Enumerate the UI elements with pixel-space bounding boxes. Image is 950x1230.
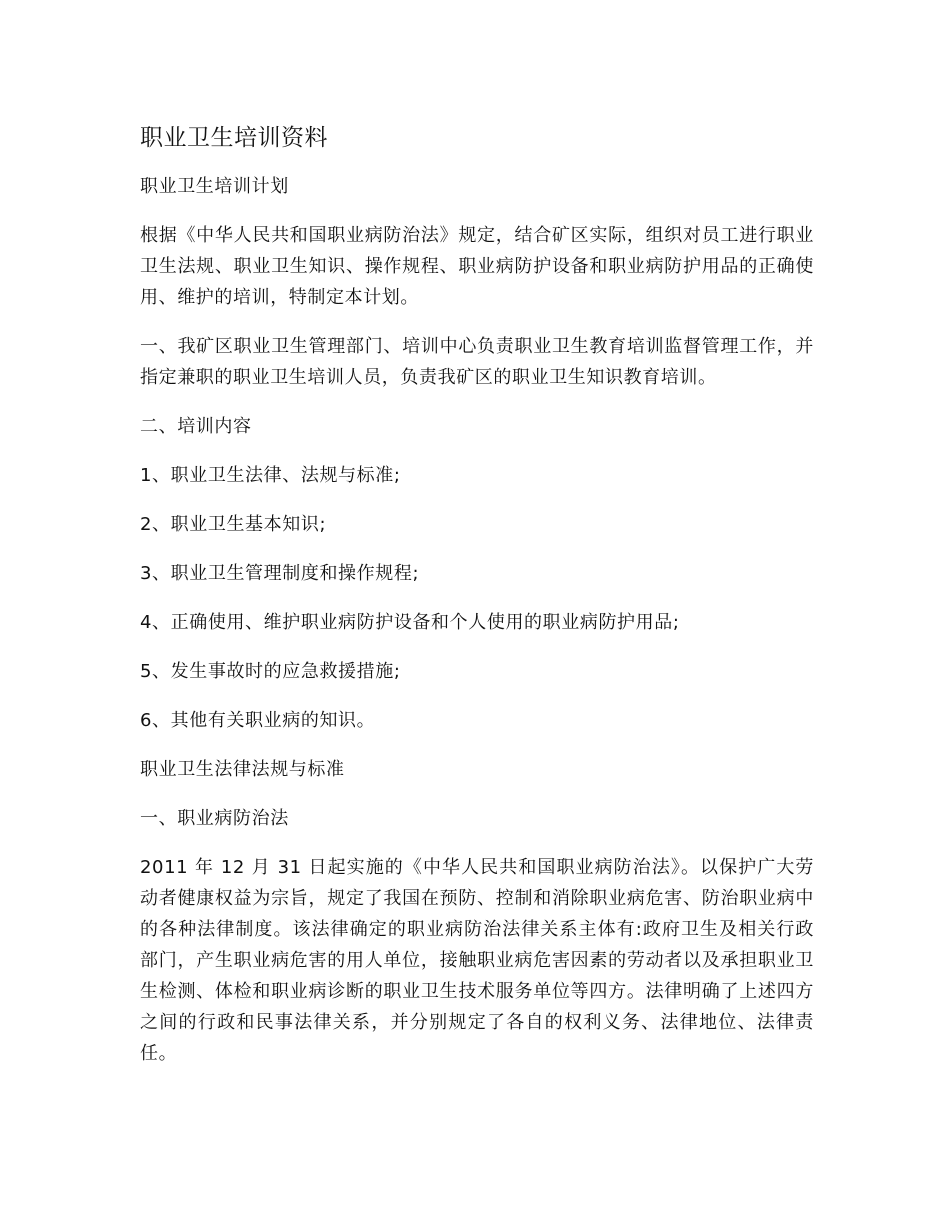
list-item: 2、职业卫生基本知识;: [140, 514, 327, 535]
section-heading-training-plan: 职业卫生培训计划: [140, 176, 289, 197]
list-item: 5、发生事故时的应急救援措施;: [140, 661, 401, 682]
section-heading-training-content: 二、培训内容: [140, 416, 252, 437]
management-paragraph: 一、我矿区职业卫生管理部门、培训中心负责职业卫生教育培训监督管理工作，并指定兼职的职业卫生培训人员，负责我矿区的职业卫生知识教育培训。: [140, 336, 814, 388]
list-item: 6、其他有关职业病的知识。: [140, 710, 376, 731]
list-item: 3、职业卫生管理制度和操作规程;: [140, 563, 420, 584]
list-item: 4、正确使用、维护职业病防护设备和个人使用的职业病防护用品;: [140, 612, 680, 633]
document-body: [140, 121, 814, 1087]
document-title: 职业卫生培训资料: [140, 125, 328, 151]
section-heading-laws-standards: 职业卫生法律法规与标准: [140, 759, 345, 780]
intro-paragraph: 根据《中华人民共和国职业病防治法》规定，结合矿区实际，组织对员工进行职业卫生法规、职业卫生知识、操作规程、职业病防护设备和职业病防护用品的正确使用、维护的培训，特制定本计划。: [140, 225, 814, 308]
prevention-law-paragraph: 2011 年 12 月 31 日起实施的《中华人民共和国职业病防治法》。以保护广大劳动者健康权益为宗旨，规定了我国在预防、控制和消除职业病危害、防治职业病中的各种法律制度。该法律确定的职业病防治法律关系主体有:政府卫生及相关行政部门，产生职业病危害的用人单位，接触职业病危害因素的劳动者以及承担职业卫生检测、体检和职业病诊断的职业卫生技术服务单位等四方。法律明确了上述四方之间的行政和民事法律关系，并分别规定了各自的权利义务、法律地位、法律责任。: [140, 857, 814, 1064]
list-item: 1、职业卫生法律、法规与标准;: [140, 465, 401, 486]
subsection-heading-prevention-law: 一、职业病防治法: [140, 808, 289, 829]
